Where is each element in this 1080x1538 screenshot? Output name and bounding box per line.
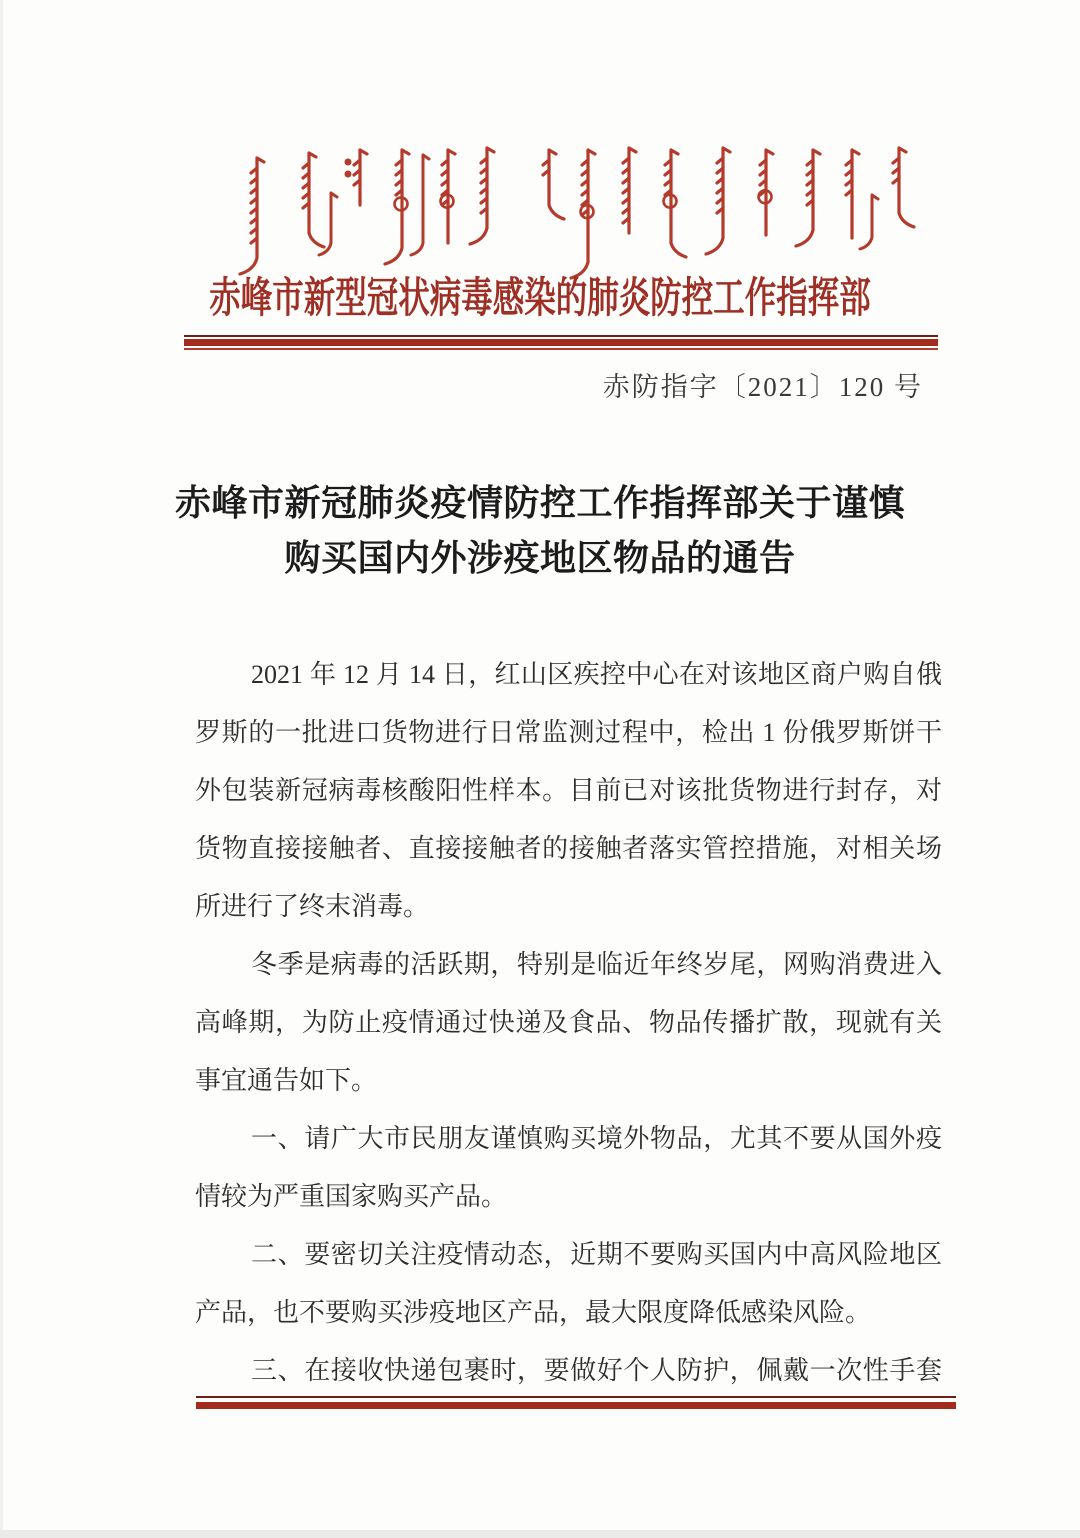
separator-line-thick bbox=[196, 1402, 956, 1409]
body-line: 产品，也不要购买涉疫地区产品，最大限度降低感染风险。 bbox=[195, 1298, 872, 1327]
document-number: 赤防指字〔2021〕120 号 bbox=[602, 372, 923, 402]
body-line: 高峰期，为防止疫情通过快递及食品、物品传播扩散，现就有关 bbox=[195, 1008, 942, 1037]
separator-line-thin-dark bbox=[184, 335, 938, 337]
body-line: 事宜通告如下。 bbox=[195, 1066, 378, 1095]
separator-line-thin-dark bbox=[196, 1396, 956, 1398]
notice-title-line1: 赤峰市新冠肺炎疫情防控工作指挥部关于谨慎 bbox=[174, 483, 905, 523]
body-line: 冬季是病毒的活跃期，特别是临近年终岁尾，网购消费进入 bbox=[251, 950, 942, 979]
body-line: 货物直接接触者、直接接触者的接触者落实管控措施，对相关场 bbox=[195, 834, 942, 863]
notice-title-line2: 购买国内外涉疫地区物品的通告 bbox=[284, 538, 796, 578]
mongolian-script-header bbox=[0, 0, 1080, 300]
body-line: 2021 年 12 月 14 日，红山区疾控中心在对该地区商户购自俄 bbox=[251, 660, 942, 689]
body-line: 三、在接收快递包裹时，要做好个人防护，佩戴一次性手套 bbox=[251, 1356, 942, 1385]
body-line: 二、要密切关注疫情动态，近期不要购买国内中高风险地区 bbox=[251, 1240, 942, 1269]
body-line: 情较为严重国家购买产品。 bbox=[195, 1182, 508, 1211]
body-line: 一、请广大市民朋友谨慎购买境外物品，尤其不要从国外疫 bbox=[251, 1124, 942, 1153]
notice-body bbox=[195, 646, 942, 1400]
body-line: 罗斯的一批进口货物进行日常监测过程中，检出 1 份俄罗斯饼干 bbox=[195, 718, 942, 747]
masthead-org-text: 赤峰市新型冠状病毒感染的肺炎防控工作指挥部 bbox=[209, 276, 871, 322]
separator-line-thick bbox=[184, 339, 938, 346]
notice-title bbox=[0, 476, 1080, 586]
footer-separator-line bbox=[196, 1396, 956, 1409]
body-line: 所进行了终末消毒。 bbox=[195, 892, 430, 921]
separator-line-thin-light bbox=[184, 348, 938, 350]
masthead-org-name bbox=[0, 274, 1080, 324]
masthead-separator-line bbox=[184, 335, 938, 350]
photo-bottom-edge bbox=[0, 1530, 1080, 1538]
body-line: 外包装新冠病毒核酸阳性样本。目前已对该批货物进行封存，对 bbox=[195, 776, 942, 805]
